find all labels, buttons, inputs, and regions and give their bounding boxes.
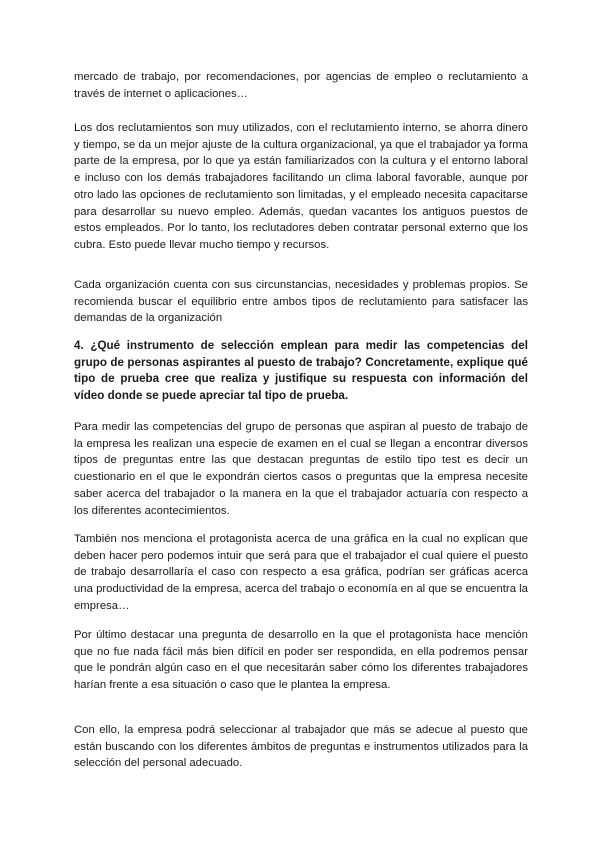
question-4-heading: 4. ¿Qué instrumento de selección emplean para medir las competencias del grupo de personas aspirantes al puesto de trabajo? Concretamente, explique qué tipo de prueba cree que realiza y justifique su respuesta con información del vídeo donde se puede apreciar tal tipo de prueba. — [74, 339, 528, 403]
paragraph-recruitment-channels: mercado de trabajo, por recomendaciones, por agencias de empleo o reclutamiento a través de internet o aplicaciones… — [74, 71, 528, 100]
paragraph-development-question: Por último destacar una pregunta de desarrollo en la que el protagonista hace mención que no fue nada fácil más bien difícil en poder ser respondida, en ella podremos pensar que le pondrán algún caso en el que necesitarán saber cómo los diferentes trabajadores harían frente a esa situación o caso que le plantea la empresa. — [74, 629, 528, 692]
paragraph-graph-test: También nos menciona el protagonista acerca de una gráfica en la cual no explican que deben hacer pero podemos intuir que será para que el trabajador el cual quiere el puesto de trabajo desarrollaría el caso con respecto a esa gráfica, podrían ser gráficas acerca una productividad de la empresa, acerca del trabajo o economía en al que se encuentra la empresa… — [74, 533, 528, 612]
paragraph-recruitment-comparison: Los dos reclutamientos son muy utilizados, con el reclutamiento interno, se ahorra dinero y tiempo, se da un mejor ajuste de la cultura organizacional, ya que el trabajador ya forma parte de la empresa, por lo que ya están familiarizados con la cultura y el entorno laboral e incluso con los demás trabajadores facilitando un clima laboral favorable, aunque por otro lado las opciones de reclutamiento son limitadas, y el empleado necesita capacitarse para desarrollar su nuevo empleo. Además, quedan vacantes los antiguos puestos de estos empleados. Por lo tanto, los reclutadores deben contratar personal externo que los cubra. Esto puede llevar mucho tiempo y recursos. — [74, 122, 528, 251]
paragraph-organization-balance: Cada organización cuenta con sus circunstancias, necesidades y problemas propios. Se recomienda buscar el equilibrio entre ambos tipos de reclutamiento para satisfacer las demandas de la organización — [74, 279, 528, 325]
paragraph-selection-test: Para medir las competencias del grupo de personas que aspiran al puesto de trabajo de la empresa les realizan una especie de examen en el cual se llegan a encontrar diversos tipos de preguntas entre las que destacan preguntas de estilo tipo test es decir un cuestionario en el que le expondrán ciertos casos o preguntas que la empresa necesite saber acerca del trabajador o la manera en la que el trabajador actuaría con respecto a los diferentes acontecimientos. — [74, 421, 528, 517]
paragraph-conclusion: Con ello, la empresa podrá seleccionar al trabajador que más se adecue al puesto que están buscando con los diferentes ámbitos de preguntas e instrumentos utilizados para la selección del personal adecuado. — [74, 724, 528, 770]
